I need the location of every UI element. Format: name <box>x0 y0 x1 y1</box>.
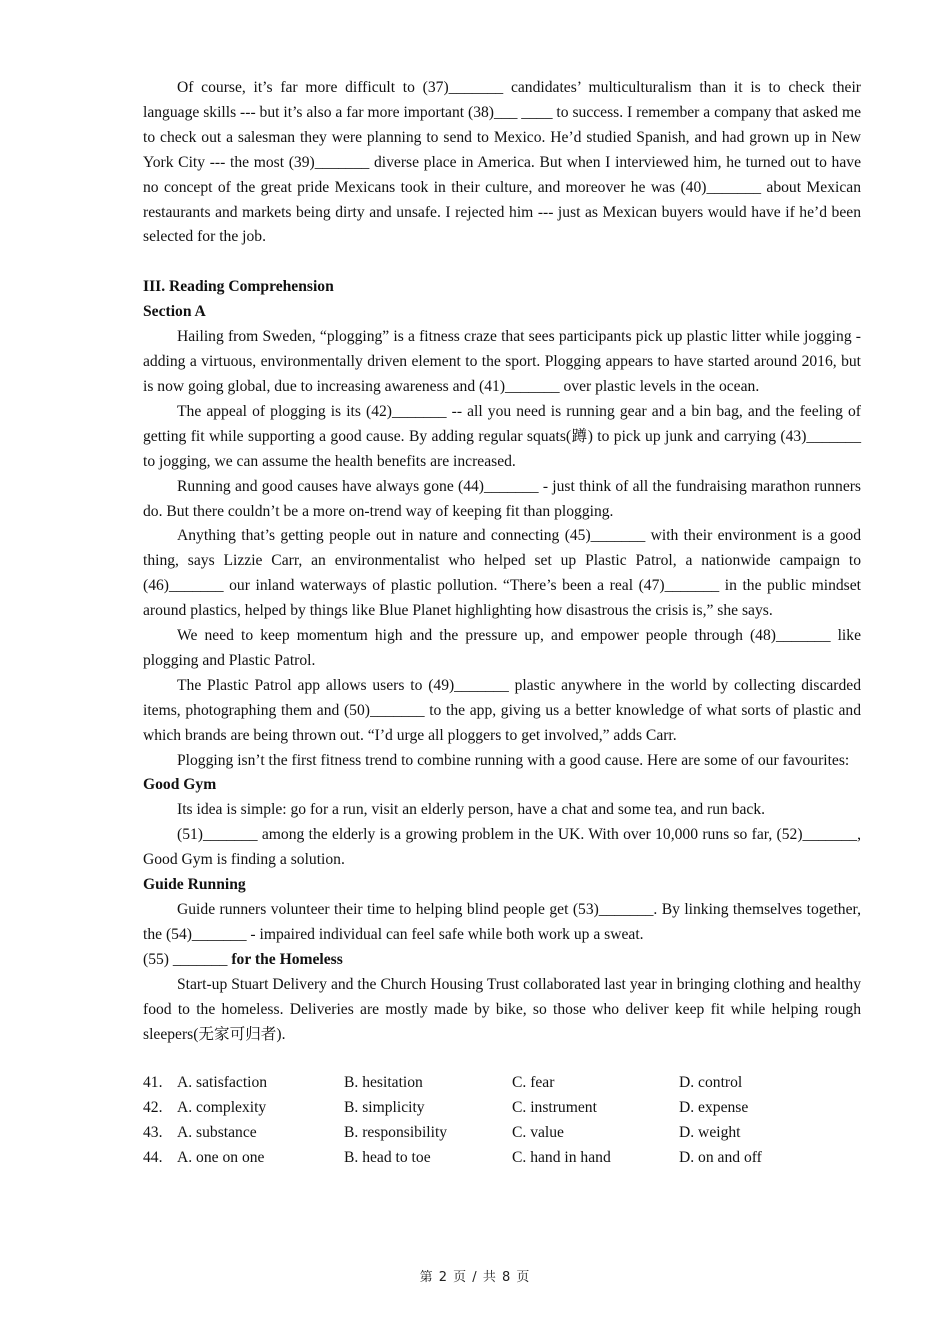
passage-top-paragraph: Of course, it’s far more difficult to (37)_______ candidates’ multiculturalism than it is to check their language skills --- but it’s also a far more important (38)___ ____ to success. I remember a company that asked me to check out a salesman they were planning to send to Mexico. He’d studied Spanish, and had grown up in New York City --- the most (39)_______ diverse place in America. But when I interviewed him, he turned out to have no concept of the great pride Mexicans took in their culture, and moreover he was (40)_______ about Mexican restaurants and markets being dirty and unsafe. I rejected him --- just as Mexican buyers would have if he’d been selected for the job. <box>143 79 861 246</box>
heading-homeless <box>143 948 861 973</box>
passage-paragraph-8: Its idea is simple: go for a run, visit an elderly person, have a chat and some tea, and run back. <box>177 801 766 819</box>
passage-paragraph-4: Anything that’s getting people out in nature and connecting (45)_______ with their environment is a good thing, says Lizzie Carr, an environmentalist who helped set up Plastic Patrol, a nationwide campaign to (46)_______ our inland waterways of plastic pollution. “There’s been a real (47)_______ in the public mindset around plastics, helped by things like Blue Planet highlighting how disastrous the crisis is,” she says. <box>143 527 861 620</box>
section-title: III. Reading Comprehension <box>143 278 334 296</box>
passage-paragraph-6: The Plastic Patrol app allows users to (49)_______ plastic anywhere in the world by collecting discarded items, photographing them and (50)_______ to the app, giving us a better knowledge of what sorts of plastic and which brands are being thrown out. “I’d urge all ploggers to get involved,” adds Carr. <box>143 676 861 744</box>
passage-paragraph-7: Plogging isn’t the first fitness trend to combine running with a good cause. Here are some of our favourites: <box>177 751 850 769</box>
option-c: C. fear <box>512 1074 555 1092</box>
section-subtitle: Section A <box>143 303 206 321</box>
question-row <box>143 1096 861 1121</box>
option-a: A. complexity <box>177 1099 267 1117</box>
question-row <box>143 1146 861 1171</box>
option-c: C. value <box>512 1124 564 1142</box>
passage-paragraph-5: We need to keep momentum high and the pressure up, and empower people through (48)_______ like plogging and Plastic Patrol. <box>143 627 861 669</box>
option-d: D. weight <box>679 1124 741 1142</box>
option-b: B. simplicity <box>344 1099 425 1117</box>
option-b: B. head to toe <box>344 1149 431 1167</box>
question-row <box>143 1071 861 1096</box>
option-a: A. one on one <box>177 1149 265 1167</box>
question-row <box>143 1121 861 1146</box>
document-page <box>143 76 861 1171</box>
option-a: A. substance <box>177 1124 257 1142</box>
passage-paragraph-11: Start-up Stuart Delivery and the Church Housing Trust collaborated last year in bringing clothing and healthy food to the homeless. Deliveries are mostly made by bike, so those who deliver keep fit while helping rough sleepers(无家可归者). <box>143 975 861 1043</box>
page-footer: 第 2 页 / 共 8 页 <box>419 1270 531 1285</box>
heading-good-gym: Good Gym <box>143 776 217 794</box>
question-options <box>143 1071 861 1171</box>
option-d: D. expense <box>679 1099 749 1117</box>
passage-paragraph-10: Guide runners volunteer their time to helping blind people get (53)_______. By linking themselves together, the (54)_______ - impaired individual can feel safe while both work up a sweat. <box>143 901 861 943</box>
heading-homeless-prefix: (55) _______ <box>143 950 232 968</box>
option-c: C. instrument <box>512 1099 597 1117</box>
heading-homeless-bold: for the Homeless <box>231 950 343 968</box>
passage-paragraph-9: (51)_______ among the elderly is a growing problem in the UK. With over 10,000 runs so far, (52)_______, Good Gym is finding a solution. <box>143 826 861 869</box>
question-number: 44. <box>143 1149 163 1167</box>
passage-paragraph-2: The appeal of plogging is its (42)_______ -- all you need is running gear and a bin bag, and the feeling of getting fit while supporting a good cause. By adding regular squats(蹲) to pick up junk and carrying (43)_______ to jogging, we can assume the health benefits are increased. <box>143 402 861 470</box>
option-c: C. hand in hand <box>512 1149 611 1167</box>
option-b: B. responsibility <box>344 1124 448 1142</box>
question-number: 42. <box>143 1099 163 1117</box>
question-number: 43. <box>143 1124 163 1142</box>
passage-paragraph-3: Running and good causes have always gone (44)_______ - just think of all the fundraising marathon runners do. But there couldn’t be a more on-trend way of keeping fit than plogging. <box>143 477 861 520</box>
option-d: D. control <box>679 1074 743 1092</box>
question-number: 41. <box>143 1074 163 1092</box>
option-a: A. satisfaction <box>177 1074 268 1092</box>
heading-guide-running: Guide Running <box>143 876 246 894</box>
option-b: B. hesitation <box>344 1074 423 1092</box>
passage-paragraph-1: Hailing from Sweden, “plogging” is a fitness craze that sees participants pick up plastic litter while jogging - adding a virtuous, environmentally driven element to the sport. Plogging appears to have started around 2016, but is now going global, due to increasing awareness and (41)_______ over plastic levels in the ocean. <box>143 328 861 395</box>
option-d: D. on and off <box>679 1149 762 1167</box>
